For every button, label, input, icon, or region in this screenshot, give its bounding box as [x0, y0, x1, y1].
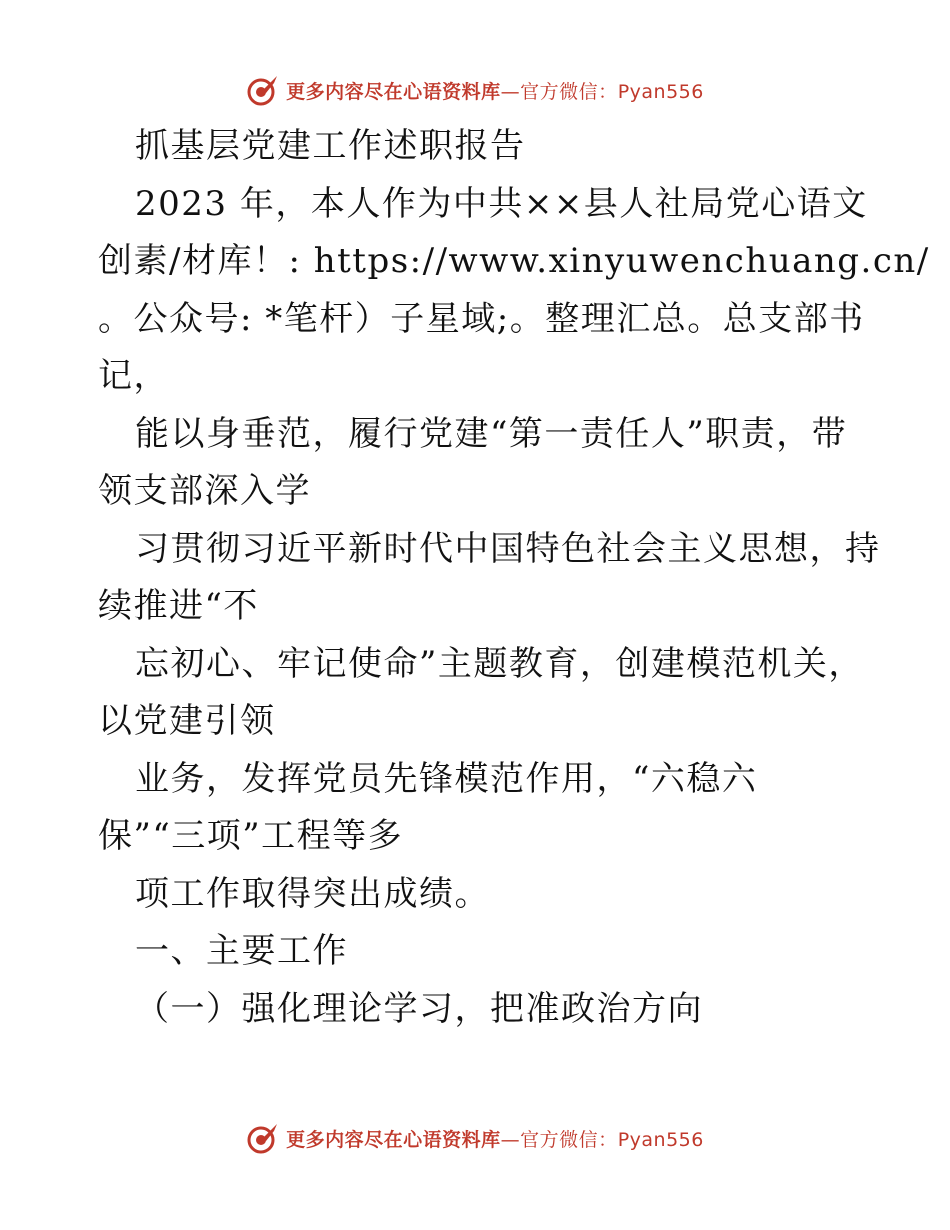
watermark-wechat-label: 官方微信：	[520, 80, 618, 103]
text-line: 以党建引领	[98, 701, 276, 741]
text-line: 忘初心、牢记使命”主题教育，创建模范机关，	[135, 643, 864, 684]
watermark-wechat-id: Pyan556	[617, 80, 704, 103]
quill-logo-icon	[246, 1121, 280, 1155]
watermark-separator: —	[500, 80, 521, 103]
watermark-wechat-id: Pyan556	[617, 1128, 704, 1151]
watermark-text	[286, 1125, 704, 1152]
text-line: 习贯彻习近平新时代中国特色社会主义思想，持	[135, 528, 881, 569]
document-title: 抓基层党建工作述职报告	[135, 126, 526, 166]
footer-watermark	[0, 1118, 950, 1158]
text-line: 能以身垂范，履行党建“第一责任人”职责，带	[135, 413, 848, 454]
quill-logo-icon	[246, 73, 280, 107]
watermark-main-text: 更多内容尽在心语资料库	[286, 80, 501, 103]
text-line: 。公众号: *笔杆）子星域;。整理汇总。总支部书	[98, 298, 865, 339]
text-line: 续推进“不	[98, 586, 259, 626]
text-line: 业务，发挥党员先锋模范作用，“六稳六	[135, 758, 758, 799]
text-line: 记，	[98, 356, 169, 396]
watermark-wechat-label: 官方微信：	[520, 1128, 618, 1151]
text-line: 保”“三项”工程等多	[98, 816, 404, 856]
subsection-heading: （一）强化理论学习，把准政治方向	[135, 988, 703, 1029]
text-line: 领支部深入学	[98, 471, 311, 511]
watermark-separator: —	[500, 1128, 521, 1151]
text-line: 2023 年，本人作为中共××县人社局党心语文	[135, 183, 868, 224]
section-heading: 一、主要工作	[135, 931, 348, 971]
text-line: 项工作取得突出成绩。	[135, 873, 490, 914]
document-body	[98, 118, 930, 1038]
header-watermark	[0, 70, 950, 110]
watermark-text	[286, 77, 704, 104]
text-line: 创素/材库！: https://www.xinyuwenchuang.cn/	[98, 241, 930, 281]
watermark-main-text: 更多内容尽在心语资料库	[286, 1128, 501, 1151]
